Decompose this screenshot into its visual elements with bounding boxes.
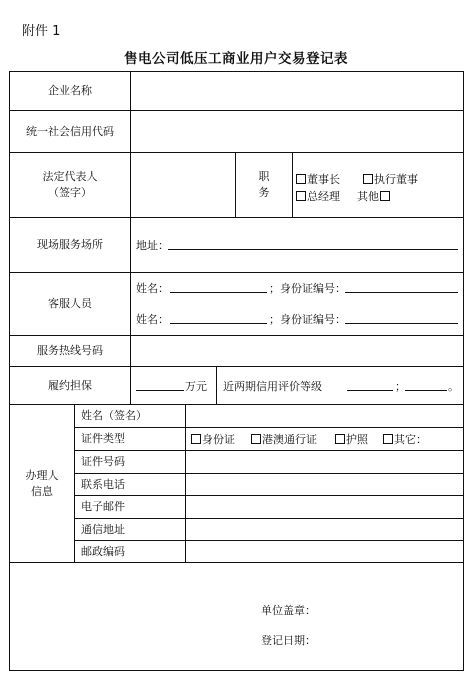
agent-name-field[interactable] — [186, 405, 463, 427]
mail-address-label: 通信地址 — [81, 522, 125, 536]
rating-separator: ； — [395, 380, 406, 393]
legal-rep-line1: 法定代表人 — [42, 170, 98, 183]
checkbox-icon — [363, 174, 373, 184]
checkbox-icon — [380, 191, 390, 201]
reg-date-label: 登记日期： — [261, 634, 316, 647]
email-field[interactable] — [186, 496, 463, 518]
agent-info-label — [10, 405, 74, 562]
cs2-name-label: 姓名： — [136, 313, 169, 326]
cs2-id-input[interactable] — [345, 311, 458, 324]
cs2-name-input[interactable] — [170, 311, 267, 324]
seal-label: 单位盖章： — [261, 604, 316, 617]
credit-code-field[interactable] — [131, 111, 463, 152]
cs1-id-input[interactable] — [345, 280, 458, 293]
position-line2: 务 — [258, 186, 270, 199]
position-opt-chairman[interactable]: 董事长 — [296, 171, 340, 187]
form-title: 售电公司低压工商业用户交易登记表 — [124, 51, 348, 67]
cert-opt-id-card[interactable]: 身份证 — [191, 431, 235, 447]
hotline-label: 服务热线号码 — [37, 344, 103, 357]
mail-address-field[interactable] — [186, 519, 463, 540]
cert-opt-other[interactable]: 其它： — [383, 431, 427, 447]
position-opt-gm[interactable]: 总经理 — [296, 188, 340, 204]
company-name-field[interactable] — [131, 72, 463, 110]
credit-rating-input-2[interactable] — [405, 378, 447, 391]
credit-rating-input-1[interactable] — [347, 378, 393, 391]
cert-opt-hk-macau-pass[interactable]: 港澳通行证 — [251, 431, 317, 447]
legal-rep-signature-field[interactable] — [131, 153, 235, 217]
position-opt-exec-director[interactable]: 执行董事 — [363, 171, 418, 187]
cert-opt-passport[interactable]: 护照 — [335, 431, 368, 447]
phone-field[interactable] — [186, 474, 463, 495]
cs1-id-label: ；身份证编号： — [269, 282, 346, 295]
guarantee-amount-input[interactable] — [136, 378, 184, 391]
agent-info-line1: 办理人 — [25, 468, 59, 482]
rating-end: 。 — [448, 380, 459, 393]
checkbox-icon — [383, 434, 393, 444]
service-site-label: 现场服务场所 — [37, 238, 103, 251]
hotline-field[interactable] — [131, 336, 463, 366]
position-opt-other[interactable]: 其他 — [357, 188, 391, 204]
credit-rating-label: 近两期信用评价等级 — [223, 380, 322, 393]
checkbox-icon — [251, 434, 261, 444]
cert-no-label: 证件号码 — [81, 455, 125, 468]
credit-code-label: 统一社会信用代码 — [26, 124, 114, 138]
company-name-label: 企业名称 — [48, 84, 92, 97]
attachment-label: 附件 1 — [22, 24, 61, 39]
cs2-id-label: ；身份证编号： — [269, 313, 346, 326]
registration-table — [9, 71, 464, 671]
checkbox-icon — [296, 174, 306, 184]
checkbox-icon — [335, 434, 345, 444]
customer-service-label: 客服人员 — [48, 297, 92, 310]
email-label: 电子邮件 — [81, 500, 125, 513]
cs1-name-label: 姓名： — [136, 282, 169, 295]
agent-info-line2: 信息 — [31, 484, 53, 498]
address-label: 地址： — [136, 239, 169, 252]
position-line1: 职 — [258, 170, 270, 183]
wan-yuan-label: 万元 — [185, 380, 207, 393]
legal-rep-line2: （签字） — [48, 186, 92, 199]
checkbox-icon — [296, 191, 306, 201]
cs1-name-input[interactable] — [170, 280, 267, 293]
cert-type-label: 证件类型 — [81, 432, 125, 445]
postcode-field[interactable] — [186, 541, 463, 562]
position-label — [236, 153, 292, 217]
cert-no-field[interactable] — [186, 451, 463, 473]
legal-rep-label — [10, 153, 130, 217]
guarantee-label: 履约担保 — [48, 378, 92, 392]
checkbox-icon — [191, 434, 201, 444]
phone-label: 联系电话 — [81, 477, 125, 491]
postcode-label: 邮政编码 — [81, 544, 125, 558]
agent-name-label: 姓名（签名） — [81, 409, 147, 422]
address-input[interactable] — [168, 237, 458, 250]
